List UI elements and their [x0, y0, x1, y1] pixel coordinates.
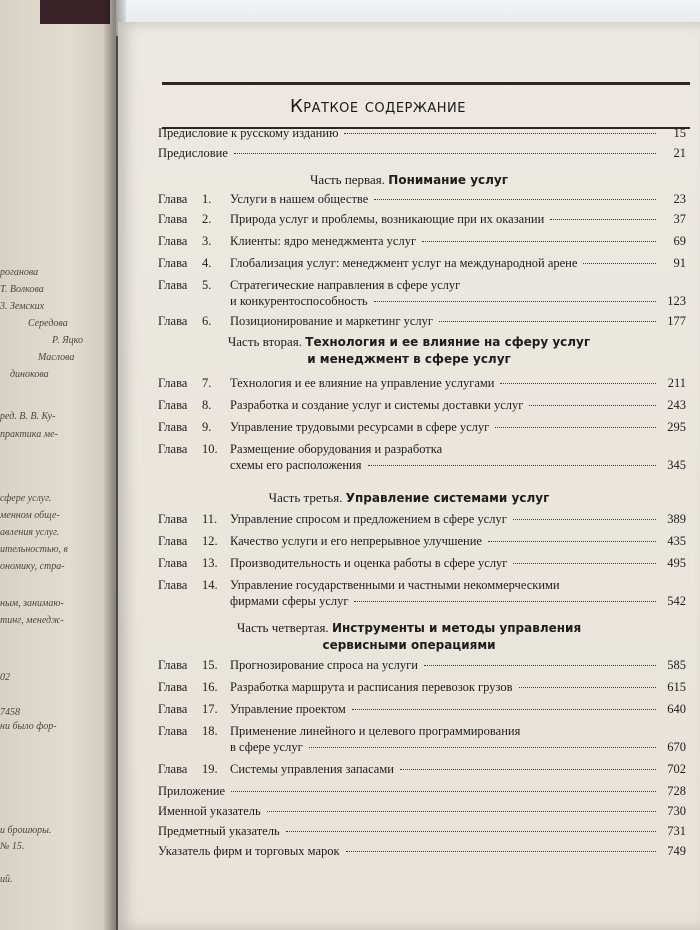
entry-title: Природа услуг и проблемы, возникающие при их оказании — [230, 212, 545, 226]
toc-entry — [158, 512, 686, 527]
chapter-prefix: Глава — [158, 534, 188, 548]
chapter-number: 5. — [202, 278, 212, 292]
part-name: Технология и ее влияние на сферу услуг — [305, 335, 591, 349]
toc-entry — [158, 314, 686, 329]
toc-entry — [158, 146, 686, 161]
page-number: 730 — [667, 804, 686, 818]
toc-entry — [158, 192, 686, 207]
part-label: Часть четвертая. — [236, 620, 332, 635]
chapter-number: 4. — [202, 256, 212, 270]
chapter-prefix: Глава — [158, 578, 188, 592]
toc-entry-continued — [158, 458, 686, 473]
dot-leader — [519, 687, 656, 688]
toc-entry — [158, 724, 686, 739]
entry-title: Прогнозирование спроса на услуги — [230, 658, 418, 672]
page-number: 749 — [667, 844, 686, 858]
toc-entry — [158, 658, 686, 673]
chapter-prefix: Глава — [158, 256, 188, 270]
chapter-prefix: Глава — [158, 192, 188, 206]
chapter-prefix: Глава — [158, 702, 188, 716]
dot-leader — [344, 133, 656, 134]
chapter-prefix: Глава — [158, 278, 188, 292]
page-number: 345 — [667, 458, 686, 472]
toc-entry — [158, 212, 686, 227]
toc-entry — [158, 702, 686, 717]
toc-entry-continued — [158, 740, 686, 755]
part-name: Понимание услуг — [388, 173, 509, 187]
left-page-fragment: менном обще- — [0, 510, 60, 521]
left-page-text-fragments — [0, 0, 110, 930]
entry-title: Управление трудовыми ресурсами в сфере услуг — [230, 420, 490, 434]
dot-leader — [267, 811, 656, 812]
dot-leader — [488, 541, 656, 542]
dot-leader — [500, 383, 656, 384]
entry-title: Управление государственными и частными некоммерческими — [230, 578, 560, 592]
chapter-prefix: Глава — [158, 234, 188, 248]
page-number: 495 — [667, 556, 686, 570]
left-page-fragment: тинг, менедж- — [0, 615, 64, 626]
chapter-number: 16. — [202, 680, 218, 694]
page-number: 123 — [667, 294, 686, 308]
page-number: 21 — [673, 146, 686, 160]
dot-leader — [374, 301, 656, 302]
dot-leader — [309, 747, 656, 748]
entry-title: Глобализация услуг: менеджмент услуг на международной арене — [230, 256, 578, 270]
page-number: 542 — [667, 594, 686, 608]
entry-title-continued: фирмами сферы услуг — [230, 594, 349, 608]
entry-title: Предисловие к русскому изданию — [158, 126, 339, 140]
page-number: 295 — [667, 420, 686, 434]
toc-entry-continued — [158, 594, 686, 609]
left-page-fragment: 3. Земских — [0, 301, 45, 312]
toc-entry — [158, 578, 686, 593]
part-title — [118, 334, 700, 350]
chapter-number: 19. — [202, 762, 218, 776]
dot-leader — [495, 427, 656, 428]
left-page-fragment: авления услуг. — [0, 527, 60, 538]
chapter-prefix: Глава — [158, 376, 188, 390]
toc-entry-continued — [158, 294, 686, 309]
left-page-fragment: Середова — [28, 318, 68, 329]
page-number: 728 — [667, 784, 686, 798]
page-number: 389 — [667, 512, 686, 526]
chapter-prefix: Глава — [158, 314, 188, 328]
left-page-fragment: динокова — [10, 369, 49, 380]
toc-entry — [158, 442, 686, 457]
chapter-prefix: Глава — [158, 442, 188, 456]
left-page-fragment: практика ме- — [0, 429, 58, 440]
page-number: 435 — [667, 534, 686, 548]
page-number: 585 — [667, 658, 686, 672]
toc-entry — [158, 824, 686, 839]
part-title — [118, 490, 700, 506]
chapter-prefix: Глава — [158, 658, 188, 672]
chapter-number: 14. — [202, 578, 218, 592]
entry-title: Системы управления запасами — [230, 762, 394, 776]
chapter-prefix: Глава — [158, 398, 188, 412]
chapter-number: 6. — [202, 314, 212, 328]
chapter-prefix: Глава — [158, 762, 188, 776]
left-page-fragment: Маслова — [38, 352, 75, 363]
left-page-fragment: ительностью, в — [0, 544, 68, 555]
part-name: Инструменты и методы управления — [331, 621, 582, 635]
part-label: Часть вторая. — [227, 334, 306, 349]
page-number: 37 — [673, 212, 686, 226]
chapter-number: 3. — [202, 234, 212, 248]
dot-leader — [583, 263, 656, 264]
toc-entry — [158, 784, 686, 799]
page-number: 15 — [673, 126, 686, 140]
chapter-number: 8. — [202, 398, 212, 412]
dot-leader — [550, 219, 656, 220]
chapter-prefix: Глава — [158, 724, 188, 738]
part-name: Управление системами услуг — [345, 491, 550, 505]
page-number: 640 — [667, 702, 686, 716]
left-page-fragment: и брошюры. — [0, 825, 52, 836]
page-number: 69 — [673, 234, 686, 248]
entry-title: Разработка и создание услуг и системы доставки услуг — [230, 398, 524, 412]
entry-title: Применение линейного и целевого программирования — [230, 724, 521, 738]
part-label: Часть первая. — [309, 172, 389, 187]
left-page-fragment: сфере услуг. — [0, 493, 52, 504]
chapter-number: 11. — [202, 512, 218, 526]
page-number: 243 — [667, 398, 686, 412]
toc-entry — [158, 278, 686, 293]
chapter-prefix: Глава — [158, 420, 188, 434]
page-number: 731 — [667, 824, 686, 838]
dot-leader — [286, 831, 656, 832]
part-title — [118, 172, 700, 188]
chapter-number: 2. — [202, 212, 212, 226]
entry-title: Размещение оборудования и разработка — [230, 442, 443, 456]
left-page-fragment: ий. — [0, 874, 13, 885]
chapter-number: 7. — [202, 376, 212, 390]
part-label: Часть третья. — [268, 490, 346, 505]
left-page-fragment: Р. Яцко — [52, 335, 83, 346]
entry-title: Клиенты: ядро менеджмента услуг — [230, 234, 417, 248]
chapter-number: 15. — [202, 658, 218, 672]
toc-entry — [158, 680, 686, 695]
dot-leader — [529, 405, 656, 406]
entry-title: Технология и ее влияние на управление услугами — [230, 376, 495, 390]
dot-leader — [346, 851, 656, 852]
left-page-fragment: ред. В. В. Ку- — [0, 411, 56, 422]
entry-title: Именной указатель — [158, 804, 261, 818]
toc-entry — [158, 556, 686, 571]
dot-leader — [352, 709, 656, 710]
entry-title: Управление спросом и предложением в сфере услуг — [230, 512, 507, 526]
toc-entry — [158, 126, 686, 141]
entry-title-continued: и конкурентоспособность — [230, 294, 368, 308]
left-page-fragment: 7458 — [0, 707, 20, 718]
left-page-fragment: 02 — [0, 672, 10, 683]
entry-title: Разработка маршрута и расписания перевозок грузов — [230, 680, 513, 694]
toc-entry — [158, 376, 686, 391]
dot-leader — [424, 665, 656, 666]
toc-entry — [158, 420, 686, 435]
left-page-fragment: ни было фор- — [0, 721, 57, 732]
toc-entry — [158, 844, 686, 859]
page-number: 23 — [673, 192, 686, 206]
page-number: 177 — [667, 314, 686, 328]
table-of-contents — [118, 22, 700, 930]
chapter-number: 9. — [202, 420, 212, 434]
part-title-line2 — [118, 637, 700, 653]
toc-entry — [158, 804, 686, 819]
left-page-fragment: Т. Волкова — [0, 284, 44, 295]
left-page-fragment: ным, занимаю- — [0, 598, 64, 609]
toc-entry — [158, 534, 686, 549]
entry-title: Услуги в нашем обществе — [230, 192, 369, 206]
dot-leader — [374, 199, 656, 200]
part-name-continued: и менеджмент в сфере услуг — [307, 352, 511, 366]
chapter-number: 13. — [202, 556, 218, 570]
left-page-fragment: № 15. — [0, 841, 25, 852]
toc-entry — [158, 234, 686, 249]
entry-title-continued: в сфере услуг — [230, 740, 303, 754]
entry-title-continued: схемы его расположения — [230, 458, 362, 472]
page-heading: Краткое содержание — [290, 96, 466, 117]
chapter-prefix: Глава — [158, 680, 188, 694]
part-title-line2 — [118, 351, 700, 367]
dot-leader — [354, 601, 656, 602]
entry-title: Приложение — [158, 784, 226, 798]
page-number: 670 — [667, 740, 686, 754]
dot-leader — [234, 153, 656, 154]
part-name-continued: сервисными операциями — [322, 638, 496, 652]
page-number: 211 — [667, 376, 686, 390]
entry-title: Производительность и оценка работы в сфере услуг — [230, 556, 508, 570]
chapter-prefix: Глава — [158, 212, 188, 226]
page-number: 91 — [673, 256, 686, 270]
chapter-prefix: Глава — [158, 512, 188, 526]
entry-title: Управление проектом — [230, 702, 346, 716]
toc-entry — [158, 398, 686, 413]
dot-leader — [368, 465, 657, 466]
part-title — [118, 620, 700, 636]
dot-leader — [513, 519, 656, 520]
page-number: 702 — [667, 762, 686, 776]
entry-title: Качество услуги и его непрерывное улучшение — [230, 534, 482, 548]
page-number: 615 — [667, 680, 686, 694]
chapter-number: 10. — [202, 442, 218, 456]
left-page-fragment: роганова — [0, 267, 39, 278]
contents-page — [118, 22, 700, 930]
chapter-number: 12. — [202, 534, 218, 548]
dot-leader — [400, 769, 656, 770]
chapter-prefix: Глава — [158, 556, 188, 570]
left-page-fragment: ономику, стра- — [0, 561, 65, 572]
dot-leader — [439, 321, 656, 322]
dot-leader — [422, 241, 656, 242]
toc-entry — [158, 762, 686, 777]
entry-title: Позиционирование и маркетинг услуг — [230, 314, 434, 328]
entry-title: Стратегические направления в сфере услуг — [230, 278, 461, 292]
chapter-number: 1. — [202, 192, 212, 206]
entry-title: Указатель фирм и торговых марок — [158, 844, 340, 858]
entry-title: Предметный указатель — [158, 824, 280, 838]
dot-leader — [231, 791, 656, 792]
dot-leader — [513, 563, 656, 564]
chapter-number: 18. — [202, 724, 218, 738]
chapter-number: 17. — [202, 702, 218, 716]
entry-title: Предисловие — [158, 146, 228, 160]
toc-entry — [158, 256, 686, 271]
